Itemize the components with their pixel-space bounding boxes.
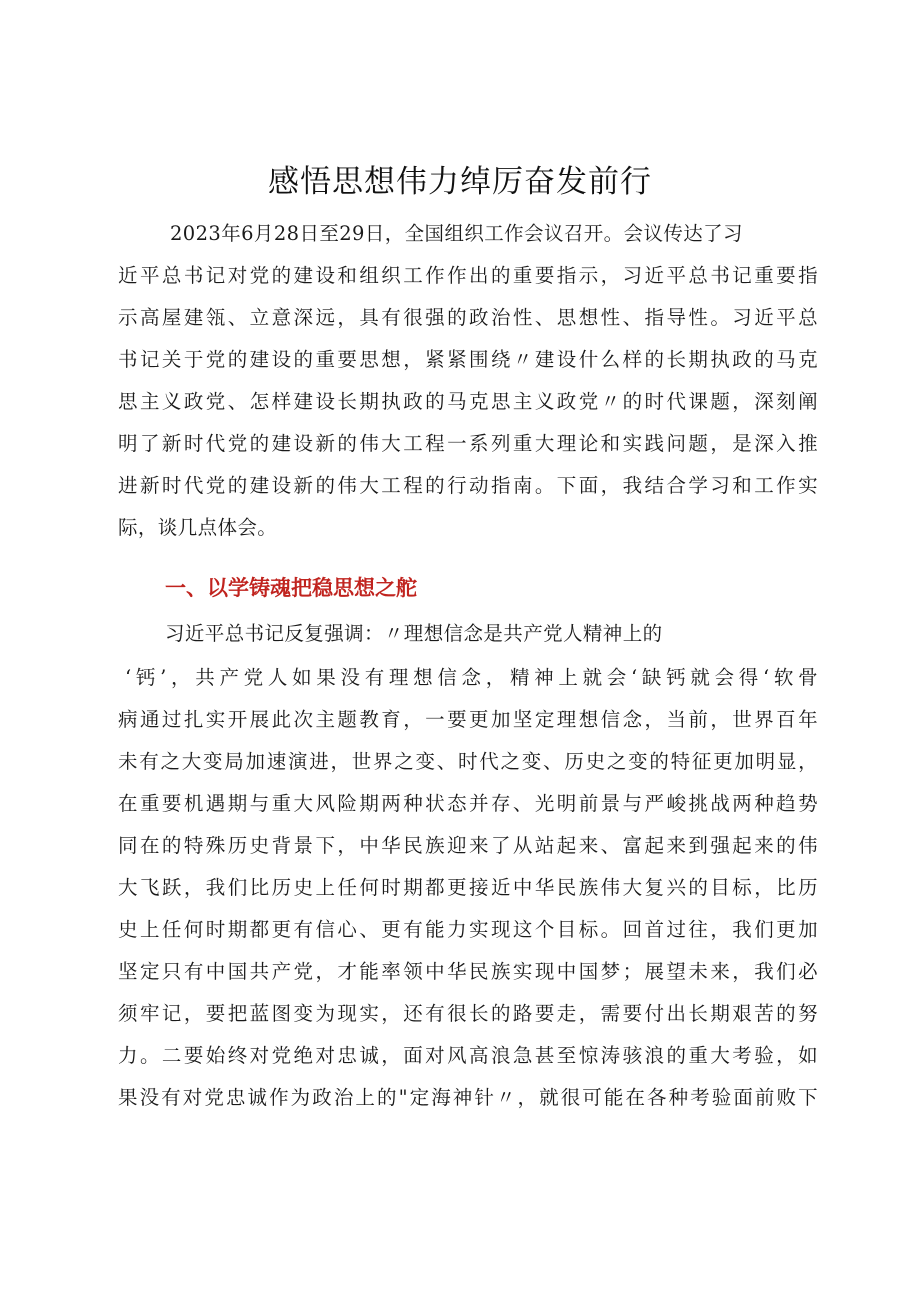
paragraph-1-line-1: 2023年6月28日至29日，全国组织工作会议召开。会议传达了习 — [170, 222, 743, 245]
paragraph-1-line-3: 示高屋建瓴、立意深远，具有很强的政治性、思想性、指导性。习近平总 — [118, 306, 818, 329]
paragraph-2-line-9: 坚定只有中国共产党，才能率领中华民族实现中国梦；展望未来，我们必 — [118, 960, 818, 983]
paragraph-1-line-8: 际，谈几点体会。 — [118, 516, 278, 539]
paragraph-2-line-12: 果没有对党忠诚作为政治上的"定海神针〃，就很可能在各种考验面前败下 — [118, 1086, 818, 1109]
paragraph-1-line-7: 进新时代党的建设新的伟大工程的行动指南。下面，我结合学习和工作实 — [118, 474, 818, 497]
paragraph-2-line-2: ‘钙’，共产党人如果没有理想信念，精神上就会‘缺钙就会得‘软骨 — [125, 666, 818, 689]
paragraph-1-line-2: 近平总书记对党的建设和组织工作作出的重要指示，习近平总书记重要指 — [118, 264, 818, 287]
paragraph-2-line-8: 史上任何时期都更有信心、更有能力实现这个目标。回首过往，我们更加 — [118, 918, 818, 941]
paragraph-2-line-11: 力。二要始终对党绝对忠诚，面对风高浪急甚至惊涛骇浪的重大考验，如 — [118, 1044, 818, 1067]
paragraph-2-line-6: 同在的特殊历史背景下，中华民族迎来了从站起来、富起来到强起来的伟 — [118, 834, 818, 857]
paragraph-2-line-10: 须牢记，要把蓝图变为现实，还有很长的路要走，需要付出长期艰苦的努 — [118, 1002, 818, 1025]
paragraph-2-line-3: 病通过扎实开展此次主题教育，一要更加坚定理想信念，当前，世界百年 — [118, 708, 818, 731]
paragraph-1-line-5: 思主义政党、怎样建设长期执政的马克思主义政党〃的时代课题，深刻阐 — [118, 390, 818, 413]
paragraph-2-line-5: 在重要机遇期与重大风险期两种状态并存、光明前景与严峻挑战两种趋势 — [118, 792, 818, 815]
paragraph-1-line-4: 书记关于党的建设的重要思想，紧紧围绕〃建设什么样的长期执政的马克 — [118, 348, 818, 371]
paragraph-2-line-7: 大飞跃，我们比历史上任何时期都更接近中华民族伟大复兴的目标，比历 — [118, 876, 818, 899]
section-heading-1: 一、以学铸魂把稳思想之舵 — [165, 576, 417, 600]
paragraph-2-line-4: 未有之大变局加速演进，世界之变、时代之变、历史之变的特征更加明显， — [118, 750, 818, 773]
document-title: 感悟思想伟力绰厉奋发前行 — [268, 164, 652, 200]
paragraph-2-line-1: 习近平总书记反复强调：〃理想信念是共产党人精神上的 — [165, 622, 663, 645]
paragraph-1-line-6: 明了新时代党的建设新的伟大工程一系列重大理论和实践问题，是深入推 — [118, 432, 818, 455]
